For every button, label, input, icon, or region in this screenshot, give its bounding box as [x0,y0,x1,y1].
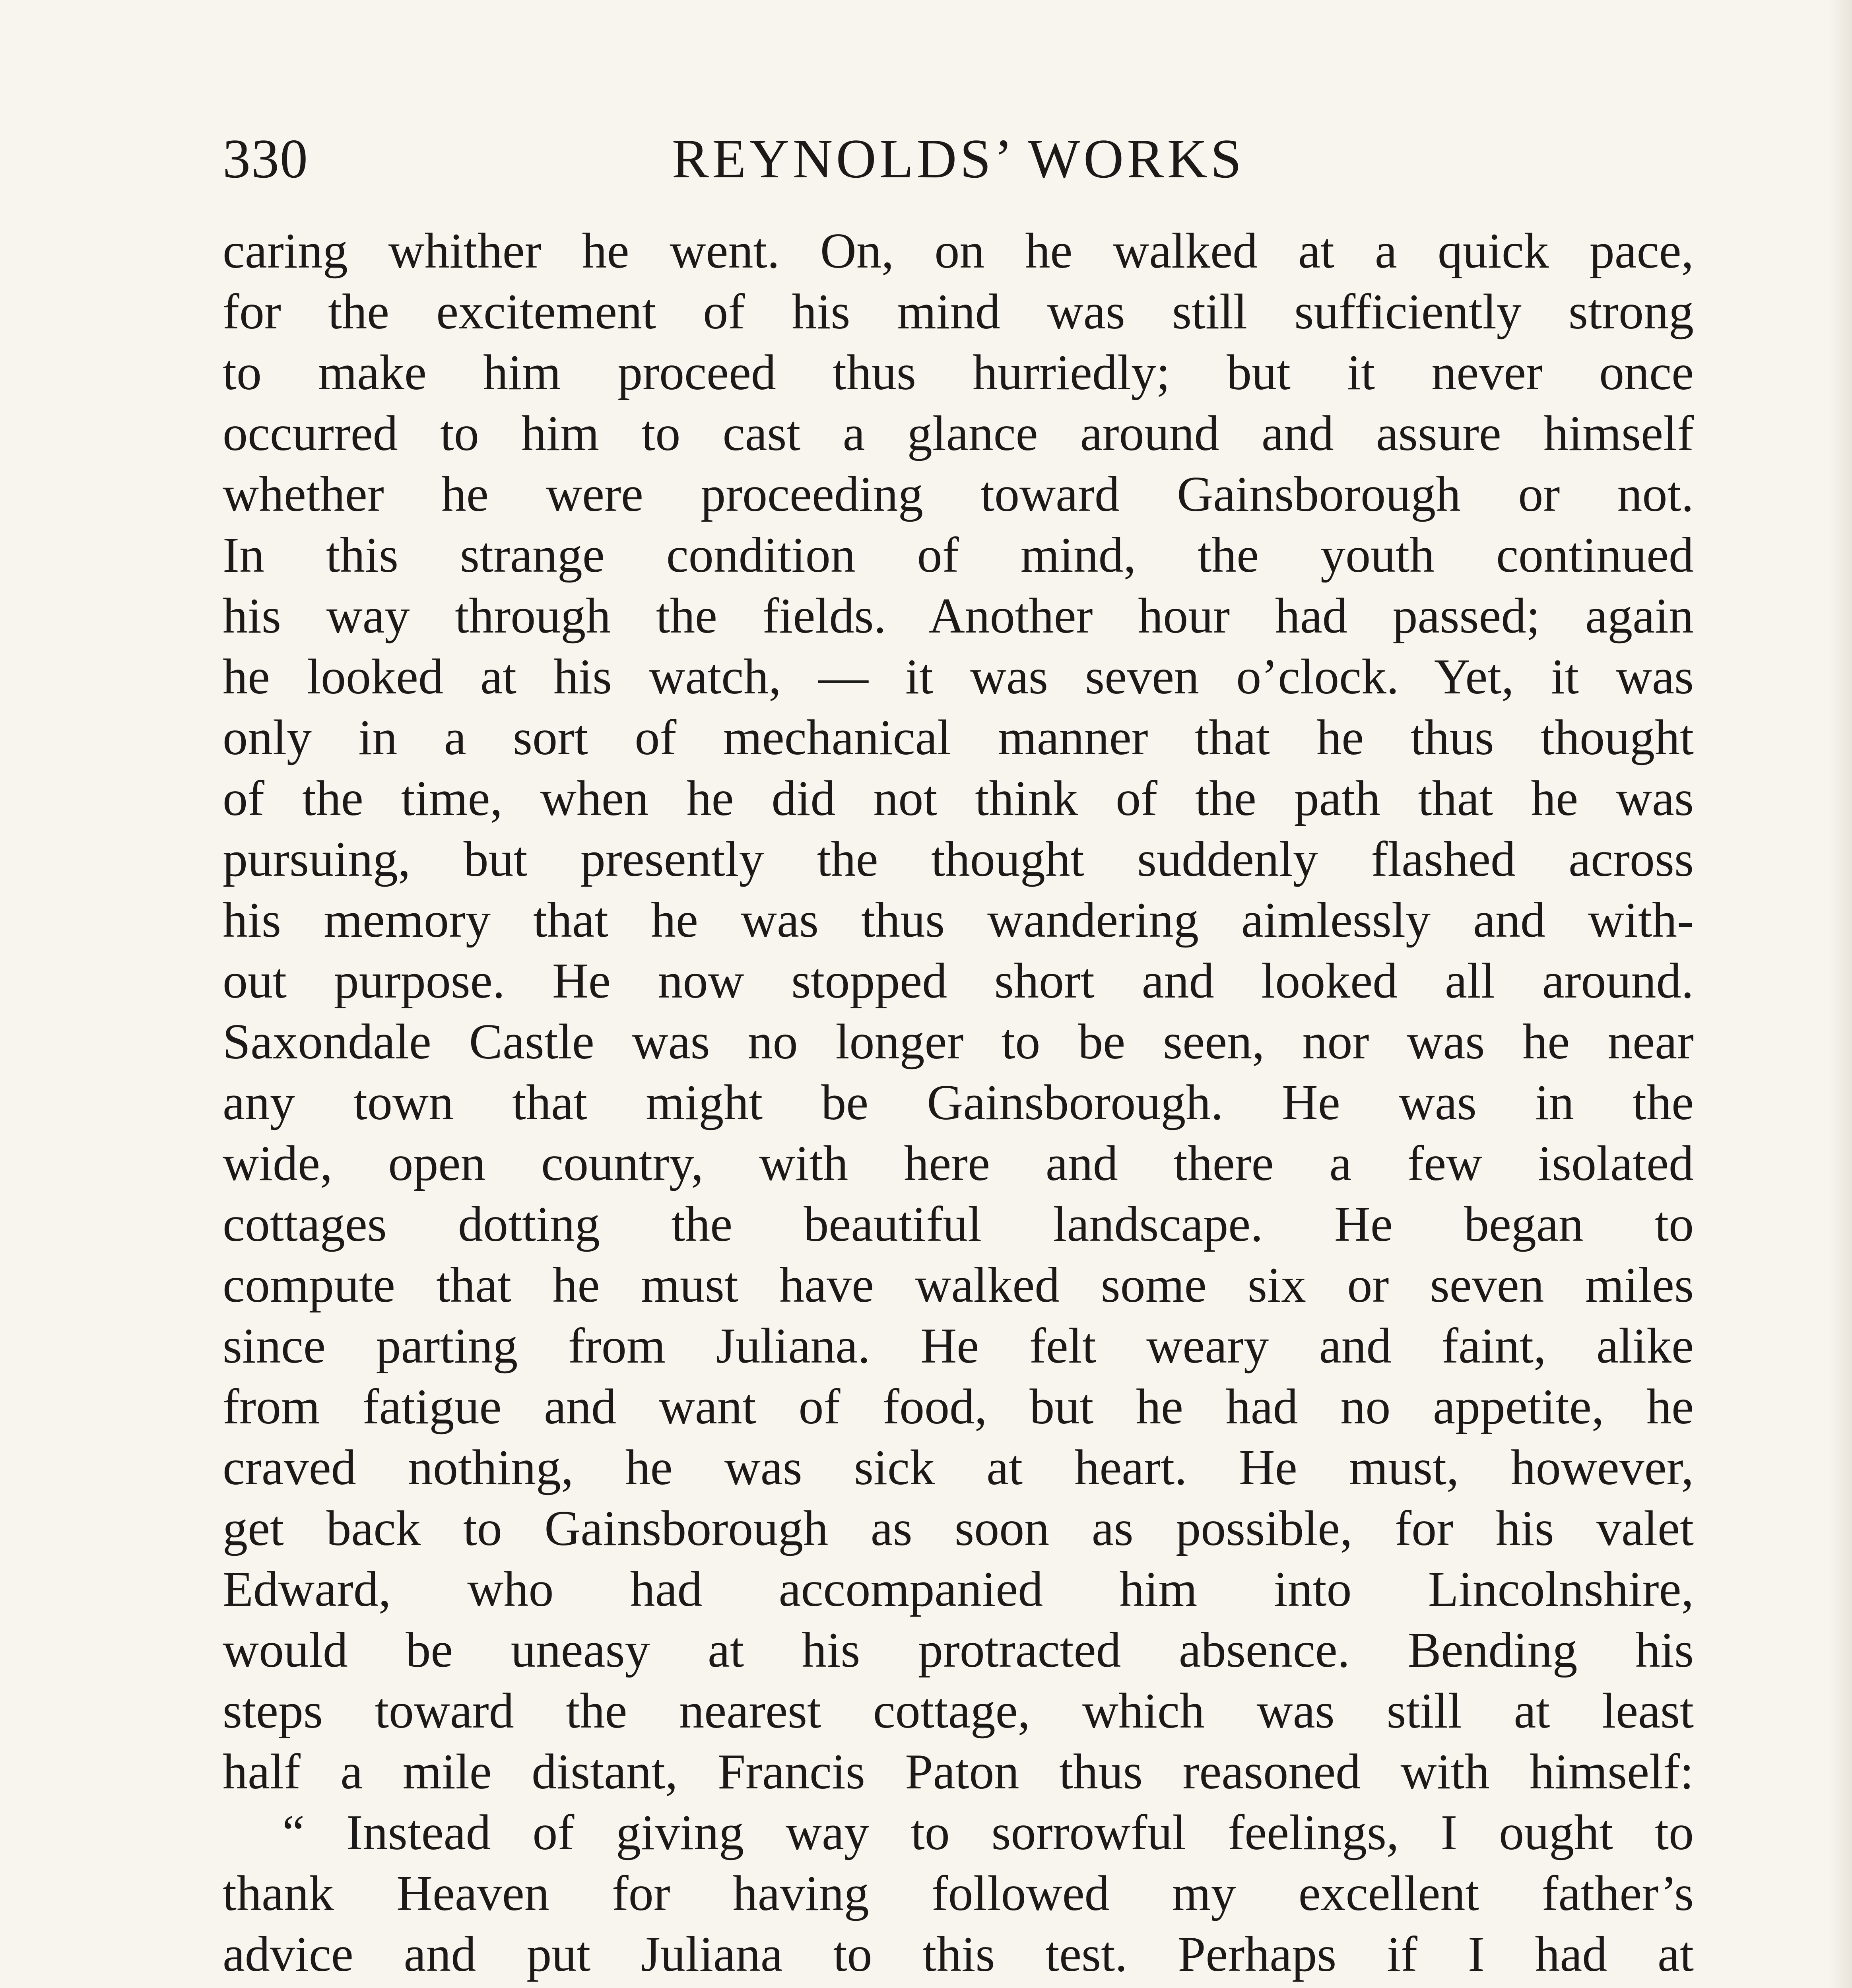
page-number: 330 [223,128,309,190]
text-line [223,1985,1694,1988]
text-line: since parting from Juliana. He felt weary and faint, alike [223,1318,1694,1374]
text-line: Edward, who had accompanied him into Lincolnshire, [223,1562,1694,1617]
text-line: In this strange condition of mind, the youth continued [223,528,1694,583]
text-line: advice and put Juliana to this test. Perhaps if I had at [223,1927,1694,1982]
text-line: Saxondale Castle was no longer to be seen, nor was he near [223,1014,1694,1070]
text-line: craved nothing, he was sick at heart. He must, however, [223,1440,1694,1495]
text-line: to make him proceed thus hurriedly; but it never once [223,345,1694,400]
text-line: he looked at his watch, — it was seven o’clock. Yet, it was [223,649,1694,705]
text-line: occurred to him to cast a glance around and assure himself [223,406,1694,461]
text-line: half a mile distant, Francis Paton thus reasoned with himself: [223,1744,1694,1800]
running-head [223,119,1694,199]
page-edge-shadow [1828,0,1852,1988]
text-line: any town that might be Gainsborough. He was in the [223,1075,1694,1130]
text-line: of the time, when he did not think of the path that he was [223,771,1694,826]
text-line: from fatigue and want of food, but he had no appetite, he [223,1379,1694,1435]
text-line: pursuing, but presently the thought suddenly flashed across [223,832,1694,887]
text-line: wide, open country, with here and there a few isolated [223,1136,1694,1191]
text-line: his memory that he was thus wandering aimlessly and with- [223,893,1694,948]
text-line: for the excitement of his mind was still sufficiently strong [223,284,1694,340]
text-line: thank Heaven for having followed my excellent father’s [223,1866,1694,1921]
text-line: out purpose. He now stopped short and looked all around. [223,953,1694,1009]
text-line: cottages dotting the beautiful landscape. He began to [223,1197,1694,1252]
text-line: get back to Gainsborough as soon as possible, for his valet [223,1501,1694,1556]
text-line: only in a sort of mechanical manner that he thus thought [223,710,1694,765]
text-line: would be uneasy at his protracted absence. Bending his [223,1623,1694,1678]
text-line: “ Instead of giving way to sorrowful feelings, I ought to [282,1805,1694,1860]
text-line: whether he were proceeding toward Gainsborough or not. [223,467,1694,522]
running-title: REYNOLDS’ WORKS [672,128,1245,190]
text-line: his way through the fields. Another hour had passed; again [223,588,1694,644]
text-line: steps toward the nearest cottage, which was still at least [223,1683,1694,1739]
text-line: caring whither he went. On, on he walked at a quick pace, [223,223,1694,279]
body-text [223,221,1694,1988]
text-line: compute that he must have walked some six or seven miles [223,1258,1694,1313]
